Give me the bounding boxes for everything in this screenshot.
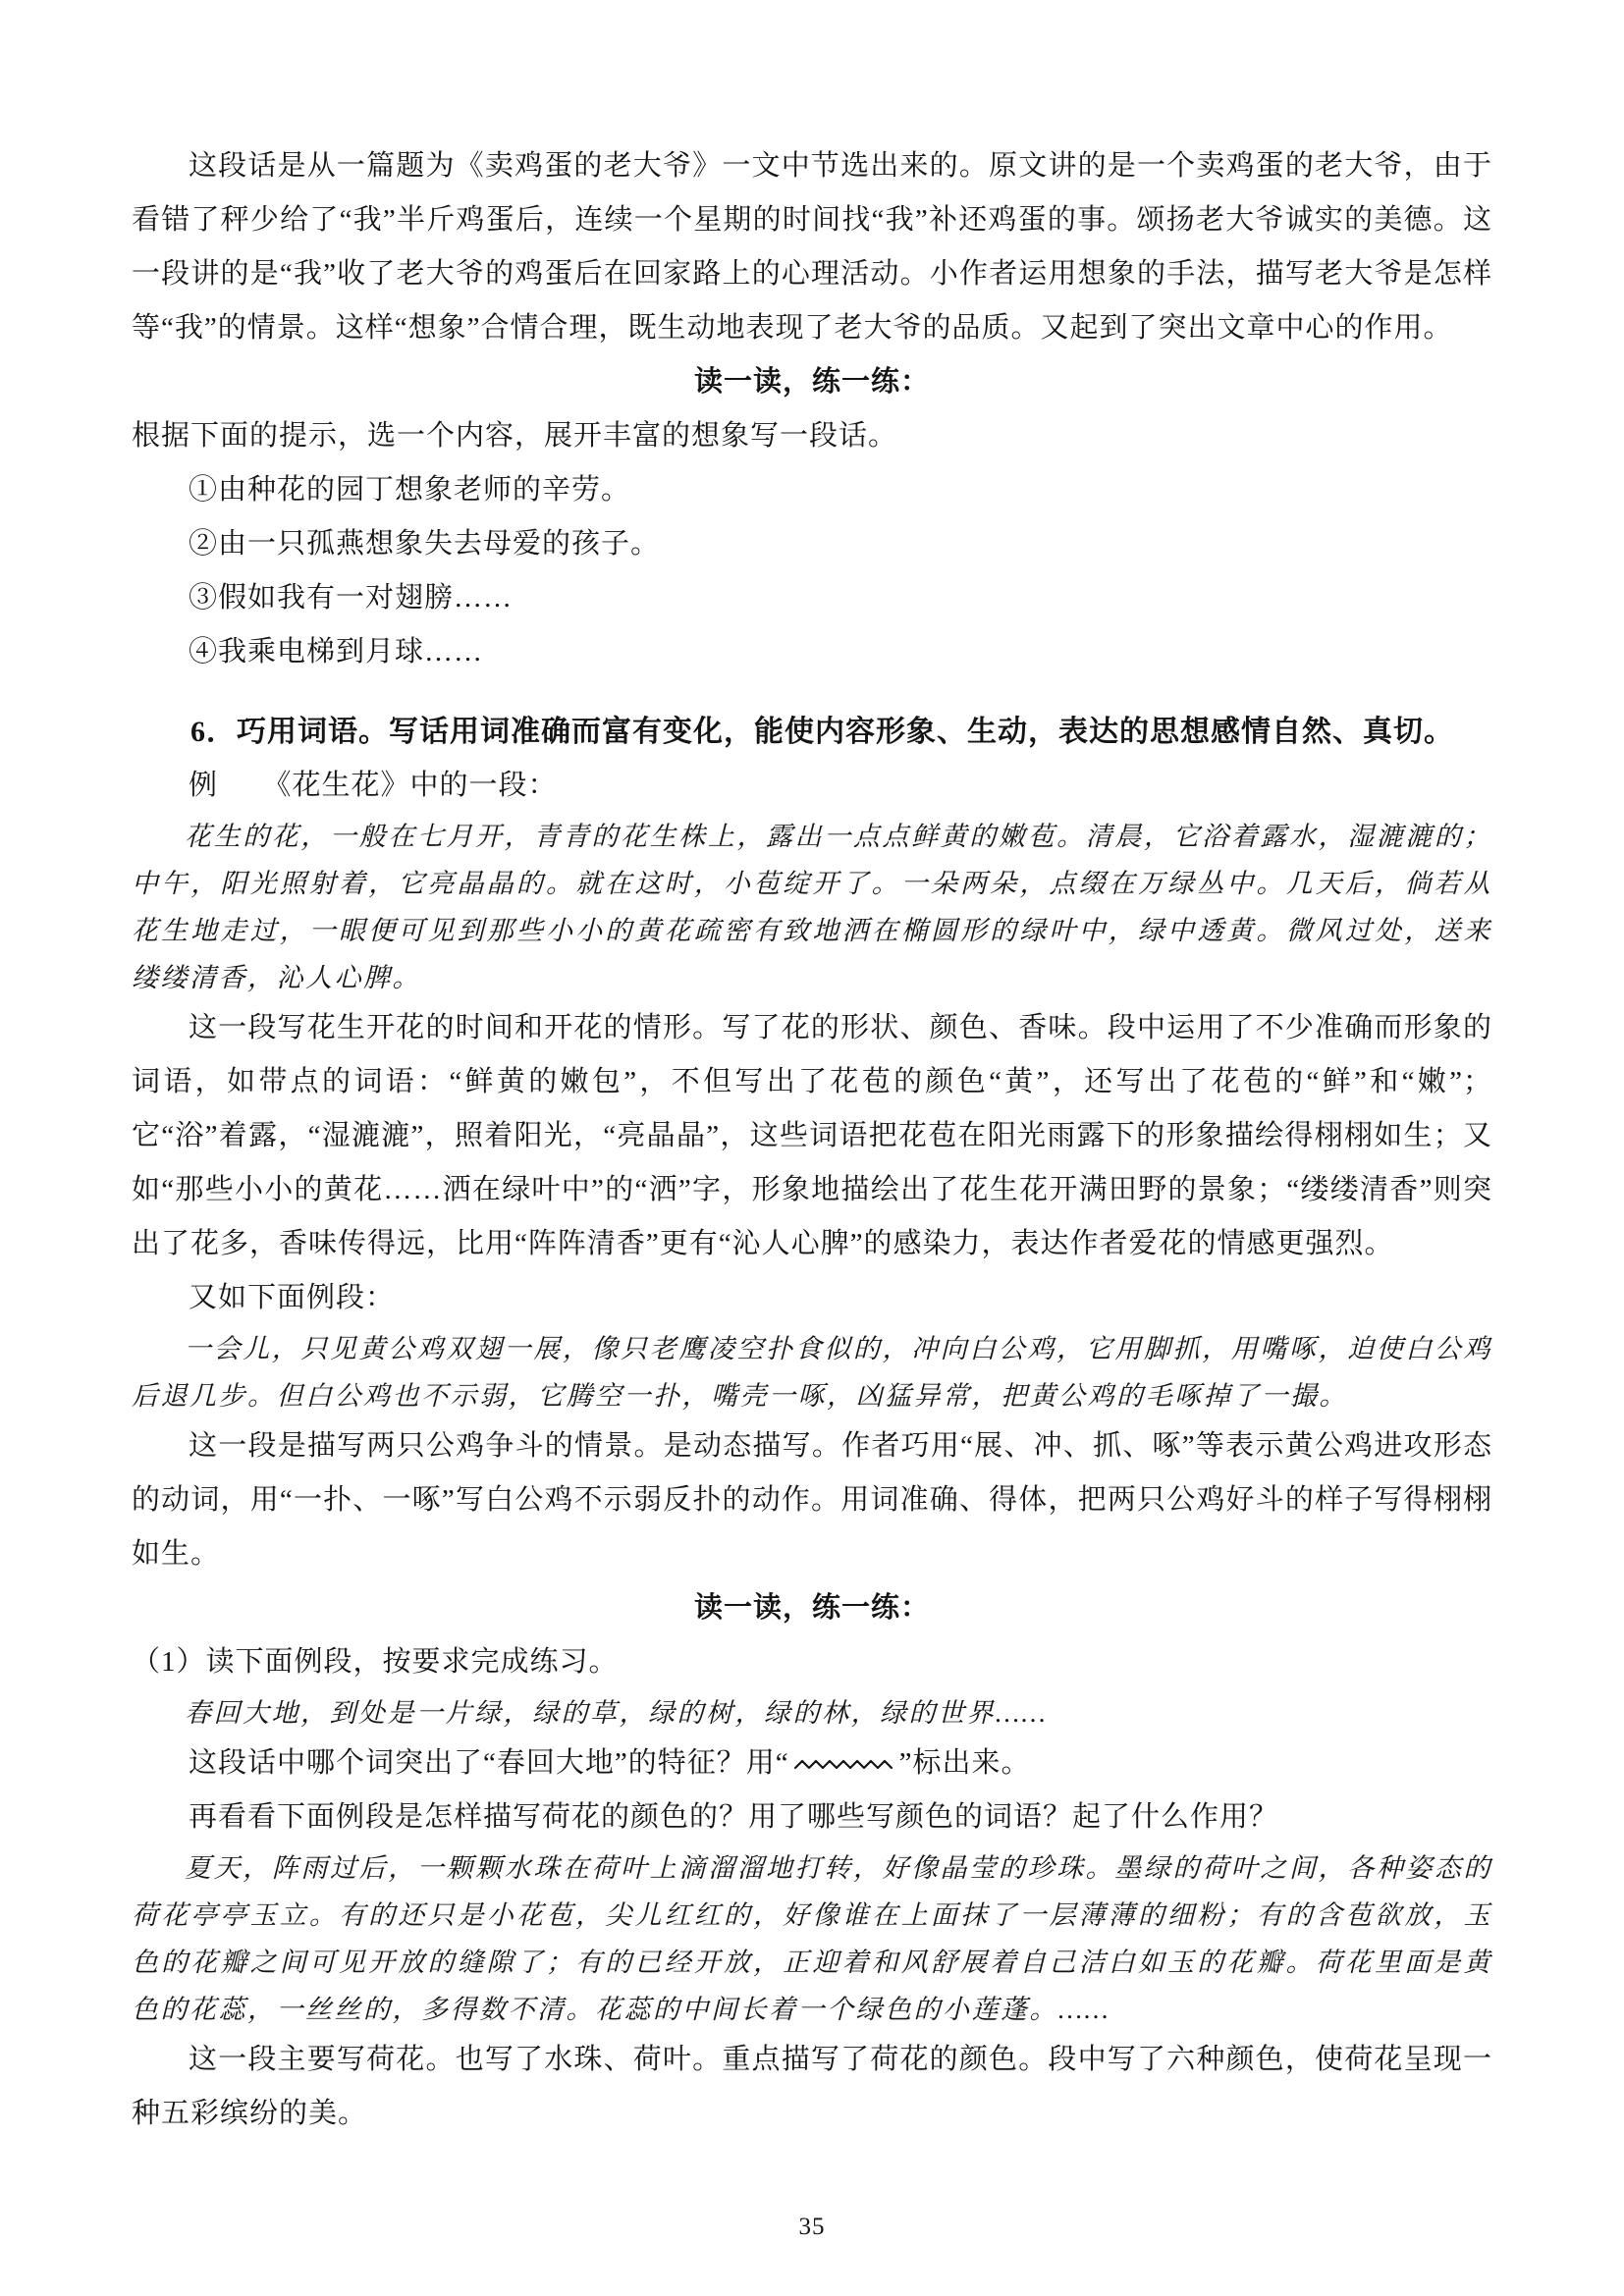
quote-spring-green: 春回大地，到处是一片绿，绿的草，绿的树，绿的林，绿的世界…… xyxy=(185,1698,1049,1728)
list-item-imagination-1: ①由种花的园丁想象老师的辛劳。 xyxy=(189,474,631,506)
quote-lotus-flowers: 夏天，阵雨过后，一颗颗水珠在荷叶上滴溜溜地打转，好像晶莹的珍珠。墨绿的荷叶之间，各种姿态的荷花亭亭玉立。有的还只是小花苞，尖儿红红的，好像谁在上面抹了一层薄薄的细粉；有的含苞欲放，玉色的花瓣之间可见开放的缝隙了；有的已经开放，正迎着和风舒展着自己洁白如玉的花瓣。荷花里面是黄色的花蕊，一丝丝的，多得数不清。花蕊的中间长着一个绿色的小莲蓬。…… xyxy=(132,1853,1492,2024)
page-number: 35 xyxy=(798,2214,826,2240)
list-item-imagination-4: ④我乘电梯到月球…… xyxy=(189,636,484,667)
exercise-1-question-1-pre: 这段话中哪个词突出了“春回大地”的特征？用“ xyxy=(189,1747,789,1779)
exercise-1-question-1 xyxy=(132,1736,1492,1790)
exercise-1-question-1-post: ”标出来。 xyxy=(898,1747,1031,1779)
paragraph-imagination-prompt: 根据下面的提示，选一个内容，展开丰富的想象写一段话。 xyxy=(132,420,898,452)
exercise-1-intro: （1）读下面例段，按要求完成练习。 xyxy=(132,1646,619,1678)
example-1-label: 例 《花生花》中的一段： xyxy=(189,770,558,801)
list-item-imagination-2: ②由一只孤燕想象失去母爱的孩子。 xyxy=(189,528,661,560)
paragraph-roosters-analysis: 这一段是描写两只公鸡争斗的情景。是动态描写。作者巧用“展、冲、抓、啄”等表示黄公鸡进攻形态的动词，用“一扑、一啄”写白公鸡不示弱反扑的动作。用词准确、得体，把两只公鸡好斗的样子写得栩栩如生。 xyxy=(132,1430,1492,1570)
paragraph-egg-seller-analysis: 这段话是从一篇题为《卖鸡蛋的老大爷》一文中节选出来的。原文讲的是一个卖鸡蛋的老大爷，由于看错了秤少给了“我”半斤鸡蛋后，连续一个星期的时间找“我”补还鸡蛋的事。颂扬老大爷诚实的美德。这一段讲的是“我”收了老大爷的鸡蛋后在回家路上的心理活动。小作者运用想象的手法，描写老大爷是怎样等“我”的情景。这样“想象”合情合理，既生动地表现了老大爷的品质。又起到了突出文章中心的作用。 xyxy=(132,150,1492,344)
heading-read-practice-1: 读一读，练一练： xyxy=(693,366,930,398)
list-item-imagination-3: ③假如我有一对翅膀…… xyxy=(189,582,514,614)
paragraph-peanut-analysis: 这一段写花生开花的时间和开花的情形。写了花的形状、颜色、香味。段中运用了不少准确而形象的词语，如带点的词语：“鲜黄的嫩包”，不但写出了花苞的颜色“黄”，还写出了花苞的“鲜”和“嫩”；它“浴”着露，“湿漉漉”，照着阳光，“亮晶晶”，这些词语把花苞在阳光雨露下的形象描绘得栩栩如生；又如“那些小小的黄花……洒在绿叶中”的“洒”字，形象地描绘出了花生花开满田野的景象；“缕缕清香”则突出了花多，香味传得远，比用“阵阵清香”更有“沁人心脾”的感染力，表达作者爱花的情感更强烈。 xyxy=(132,1012,1492,1259)
heading-read-practice-2: 读一读，练一练： xyxy=(693,1592,930,1624)
wavy-line-icon xyxy=(793,1757,895,1773)
example-2-label: 又如下面例段： xyxy=(189,1282,396,1313)
quote-roosters-fight: 一会儿，只见黄公鸡双翅一展，像只老鹰凌空扑食似的，冲向白公鸡，它用脚抓，用嘴啄，迫使白公鸡后退几步。但白公鸡也不示弱，它腾空一扑，嘴壳一啄，凶猛异常，把黄公鸡的毛啄掉了一撮。 xyxy=(132,1334,1492,1411)
quote-peanut-flower: 花生的花，一般在七月开，青青的花生株上，露出一点点鲜黄的嫩苞。清晨，它浴着露水，湿漉漉的；中午，阳光照射着，它亮晶晶的。就在这时，小苞绽开了。一朵两朵，点缀在万绿丛中。几天后，倘若从花生地走过，一眼便可见到那些小小的黄花疏密有致地洒在椭圆形的绿叶中，绿中透黄。微风过处，送来缕缕清香，沁人心脾。 xyxy=(132,822,1492,992)
exercise-1-question-2: 再看看下面例段是怎样描写荷花的颜色的？用了哪些写颜色的词语？起了什么作用？ xyxy=(189,1801,1279,1833)
paragraph-lotus-analysis: 这一段主要写荷花。也写了水珠、荷叶。重点描写了荷花的颜色。段中写了六种颜色，使荷花呈现一种五彩缤纷的美。 xyxy=(132,2044,1492,2129)
section-6-heading: 6．巧用词语。写话用词准确而富有变化，能使内容形象、生动，表达的思想感情自然、真切。 xyxy=(190,716,1454,748)
